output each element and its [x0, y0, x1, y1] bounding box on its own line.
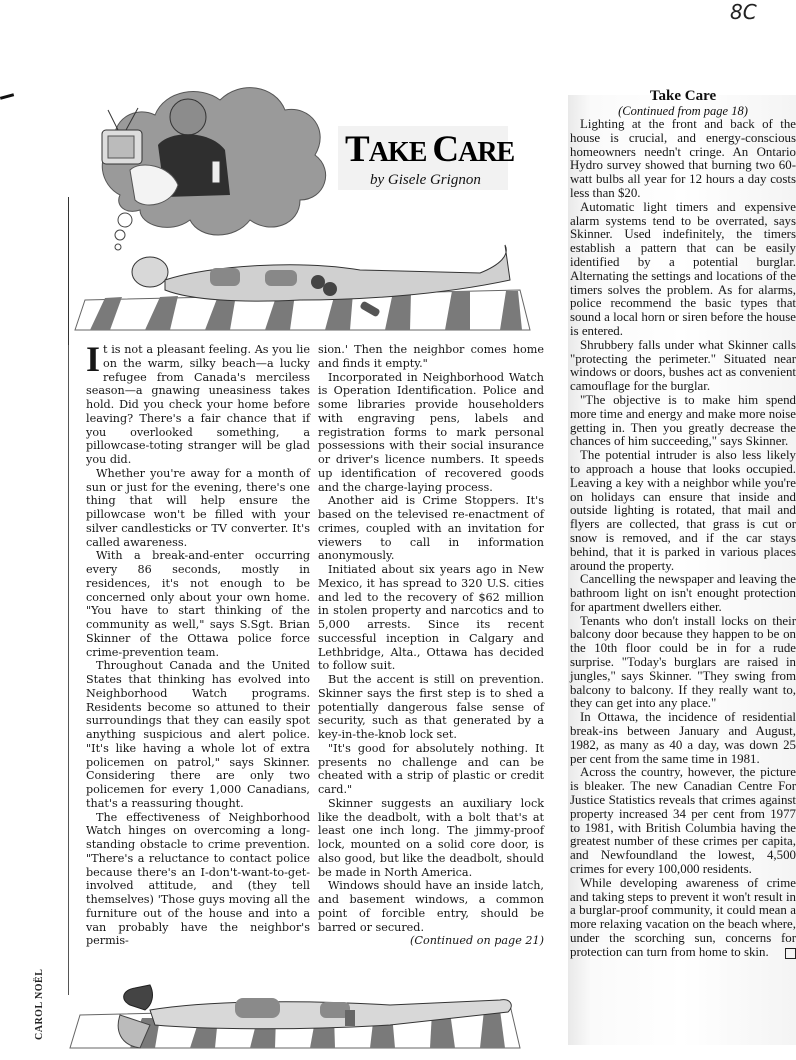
continued-from-link[interactable]: (Continued from page 18) [618, 104, 748, 118]
paragraph: Initiated about six years ago in New Mexico, it has spread to 320 U.S. cities and led to the recovery of $62 million in stolen property and narcotics and to 5,000 arrests. Since its recent successful inception in Calgary and Lethbridge, Alta., Ottawa has decided to follow suit. [318, 563, 544, 673]
headline-smallcaps: ARE [458, 137, 515, 168]
beach-illustration-top [60, 75, 550, 333]
paragraph: But the accent is still on prevention. Skinner says the first step is to shed a potentially dangerous false sense of security, such as that generated by a key-in-the-knob lock set. [318, 673, 544, 741]
paragraph [318, 879, 544, 948]
paragraph: Cancelling the newspaper and leaving the bathroom light on isn't enought protection for apartment dwellers either. [570, 572, 796, 614]
paragraph: Whether you're away for a month of sun or just for the evening, there's one thing that will help ensure the pillowcase won't be filled with your silver candlesticks or TV converter. It's called awareness. [86, 466, 310, 549]
column-rule [68, 345, 69, 995]
continuation-title: Take Care [649, 88, 717, 104]
paragraph: With a break-and-enter occurring every 86 seconds, mostly in residences, it's not enough to be concerned only about your own home. "You have to start thinking of the community as well," says S.Sgt. Brian Skinner of the Ottawa police force crime-prevention team. [86, 549, 310, 659]
paragraph: Lighting at the front and back of the house is crucial, and energy-conscious homeowners needn't cringe. An Ontario Hydro survey showed that burning two 60-watt bulbs all year for 12 hours a day costs less than $20. [570, 117, 796, 200]
paragraph [570, 877, 796, 960]
paragraph: sion.' Then the neighbor comes home and finds it empty." [318, 343, 544, 370]
paragraph-text: Windows should have an inside latch, and basement windows, a common point of forcible entry, should be barred or secured. [318, 879, 544, 934]
article-column-1 [86, 339, 310, 948]
drop-cap: I [86, 339, 101, 379]
paragraph: Skinner suggests an auxiliary lock like the deadbolt, with a bolt that's at least one inch long. The jimmy-proof lock, mounted on a solid core door, is also good, but like the deadbolt, should be made in North America. [318, 796, 544, 879]
handwritten-page-note: 8C [730, 0, 757, 24]
column-rule [68, 197, 69, 347]
paragraph [86, 339, 310, 467]
paragraph: Across the country, however, the picture is bleaker. The new Canadian Centre For Justice Statistics reveals that crimes against property increased 34 per cent from 1977 to 1981, with British Columbia having the greatest number of these crimes per capita, and Newfoundland the lowest, 4,500 crimes for every 100,000 residents. [570, 765, 796, 877]
paragraph: Incorporated in Neighborhood Watch is Operation Identification. Police and some libraries provide householders with engraving pens, labels and registration forms to mark personal possessions with their social insurance or driver's licence numbers. It speeds up identification of recovered goods and the charge-laying process. [318, 370, 544, 494]
end-of-article-mark-icon [785, 948, 796, 959]
paragraph: Shrubbery falls under what Skinner calls "protecting the perimeter." Situated near windows or doors, bushes act as convenient camouflage for the burglar. [570, 337, 796, 394]
beach-illustration-bottom [60, 970, 530, 1050]
paragraph: The potential intruder is also less likely to approach a house that looks occupied. Leaving a key with a neighbor while you're on holidays can ensure that inside and outside lighting is rotated, that mail and flyers are collected, that grass is cut or snow is removed, and if the car stays behind, that it is parked in various places around the property. [570, 448, 796, 573]
article-headline [345, 128, 514, 171]
paragraph: "The objective is to make him spend more time and energy and make more noise getting in. Then you greatly decrease the chances of him succeeding," says Skinner. [570, 392, 796, 449]
paragraph: Another aid is Crime Stoppers. It's based on the televised re-enactment of crimes, coupled with an invitation for viewers to call in information anonymously. [318, 494, 544, 563]
paragraph: The effectiveness of Neighborhood Watch hinges on overcoming a long-standing obstacle to crime prevention. "There's a reluctance to contact police because there's an I-don't-want-to-get-involved attitude, and (they tell themselves) 'Those guys moving all the furniture out of the house and into a van probably have the neighbor's permis- [86, 810, 310, 948]
paragraph: "It's good for absolutely nothing. It presents no challenge and can be cheated with a strip of plastic or credit card." [318, 741, 544, 796]
byline: by Gisele Grignon [370, 172, 481, 188]
paragraph: Automatic light timers and expensive alarm systems tend to be overrated, says Skinner. Used indefinitely, the timers establish a pattern that can be easily identified by a potential burglar. Alternating the settings and locations of the timers solves the problem. As for alarms, police recommend the basic types that sound a local horn or siren before the house is entered. [570, 199, 796, 338]
headline-letter: T [345, 129, 369, 170]
article-column-3 [570, 118, 796, 960]
continued-on-link[interactable]: (Continued on page 21) [410, 934, 544, 948]
paragraph: Tenants who don't install locks on their balcony door because they happen to be on the 10th floor could be in for a rude surprise. "Today's burglars are raised in jungles," says Skinner. "They swing from balcony to balcony. If they really want to, they can get into any place." [570, 613, 796, 711]
illustration-credit: CAROL NOËL [34, 968, 45, 1040]
paragraph: In Ottawa, the incidence of residential break-ins between January and August, 1982, as many as 40 a day, was down 25 per cent from the same time in 1981. [570, 710, 796, 766]
headline-letter: C [432, 129, 459, 170]
margin-pen-mark [0, 93, 14, 100]
headline-smallcaps: AKE [368, 137, 433, 168]
paragraph-text: t is not a pleasant feeling. As you lie on the warm, silky beach—a lucky refugee from Canada's merciless season—a gnawing uneasiness takes hold. Did you check your home before leaving? There's a fair chance that if you overlooked something, a pillowcase-toting stranger will be glad you did. [86, 343, 310, 466]
paragraph-text: While developing awareness of crime and taking steps to prevent it won't result in a burglar-proof community, it could mean a more relaxing vacation on the beach where, under the scorching sun, concerns for protection can turn from home to skin. [570, 875, 796, 959]
article-column-2 [318, 343, 544, 948]
paragraph: Throughout Canada and the United States that thinking has evolved into Neighborhood Watch programs. Residents become so attuned to their surroundings that they can easily spot anything suspicious and alert police. "It's like having a whole lot of extra policemen on patrol," says Skinner. Considering there are only two policemen for every 1,000 Canadians, that's a reassuring thought. [86, 659, 310, 810]
